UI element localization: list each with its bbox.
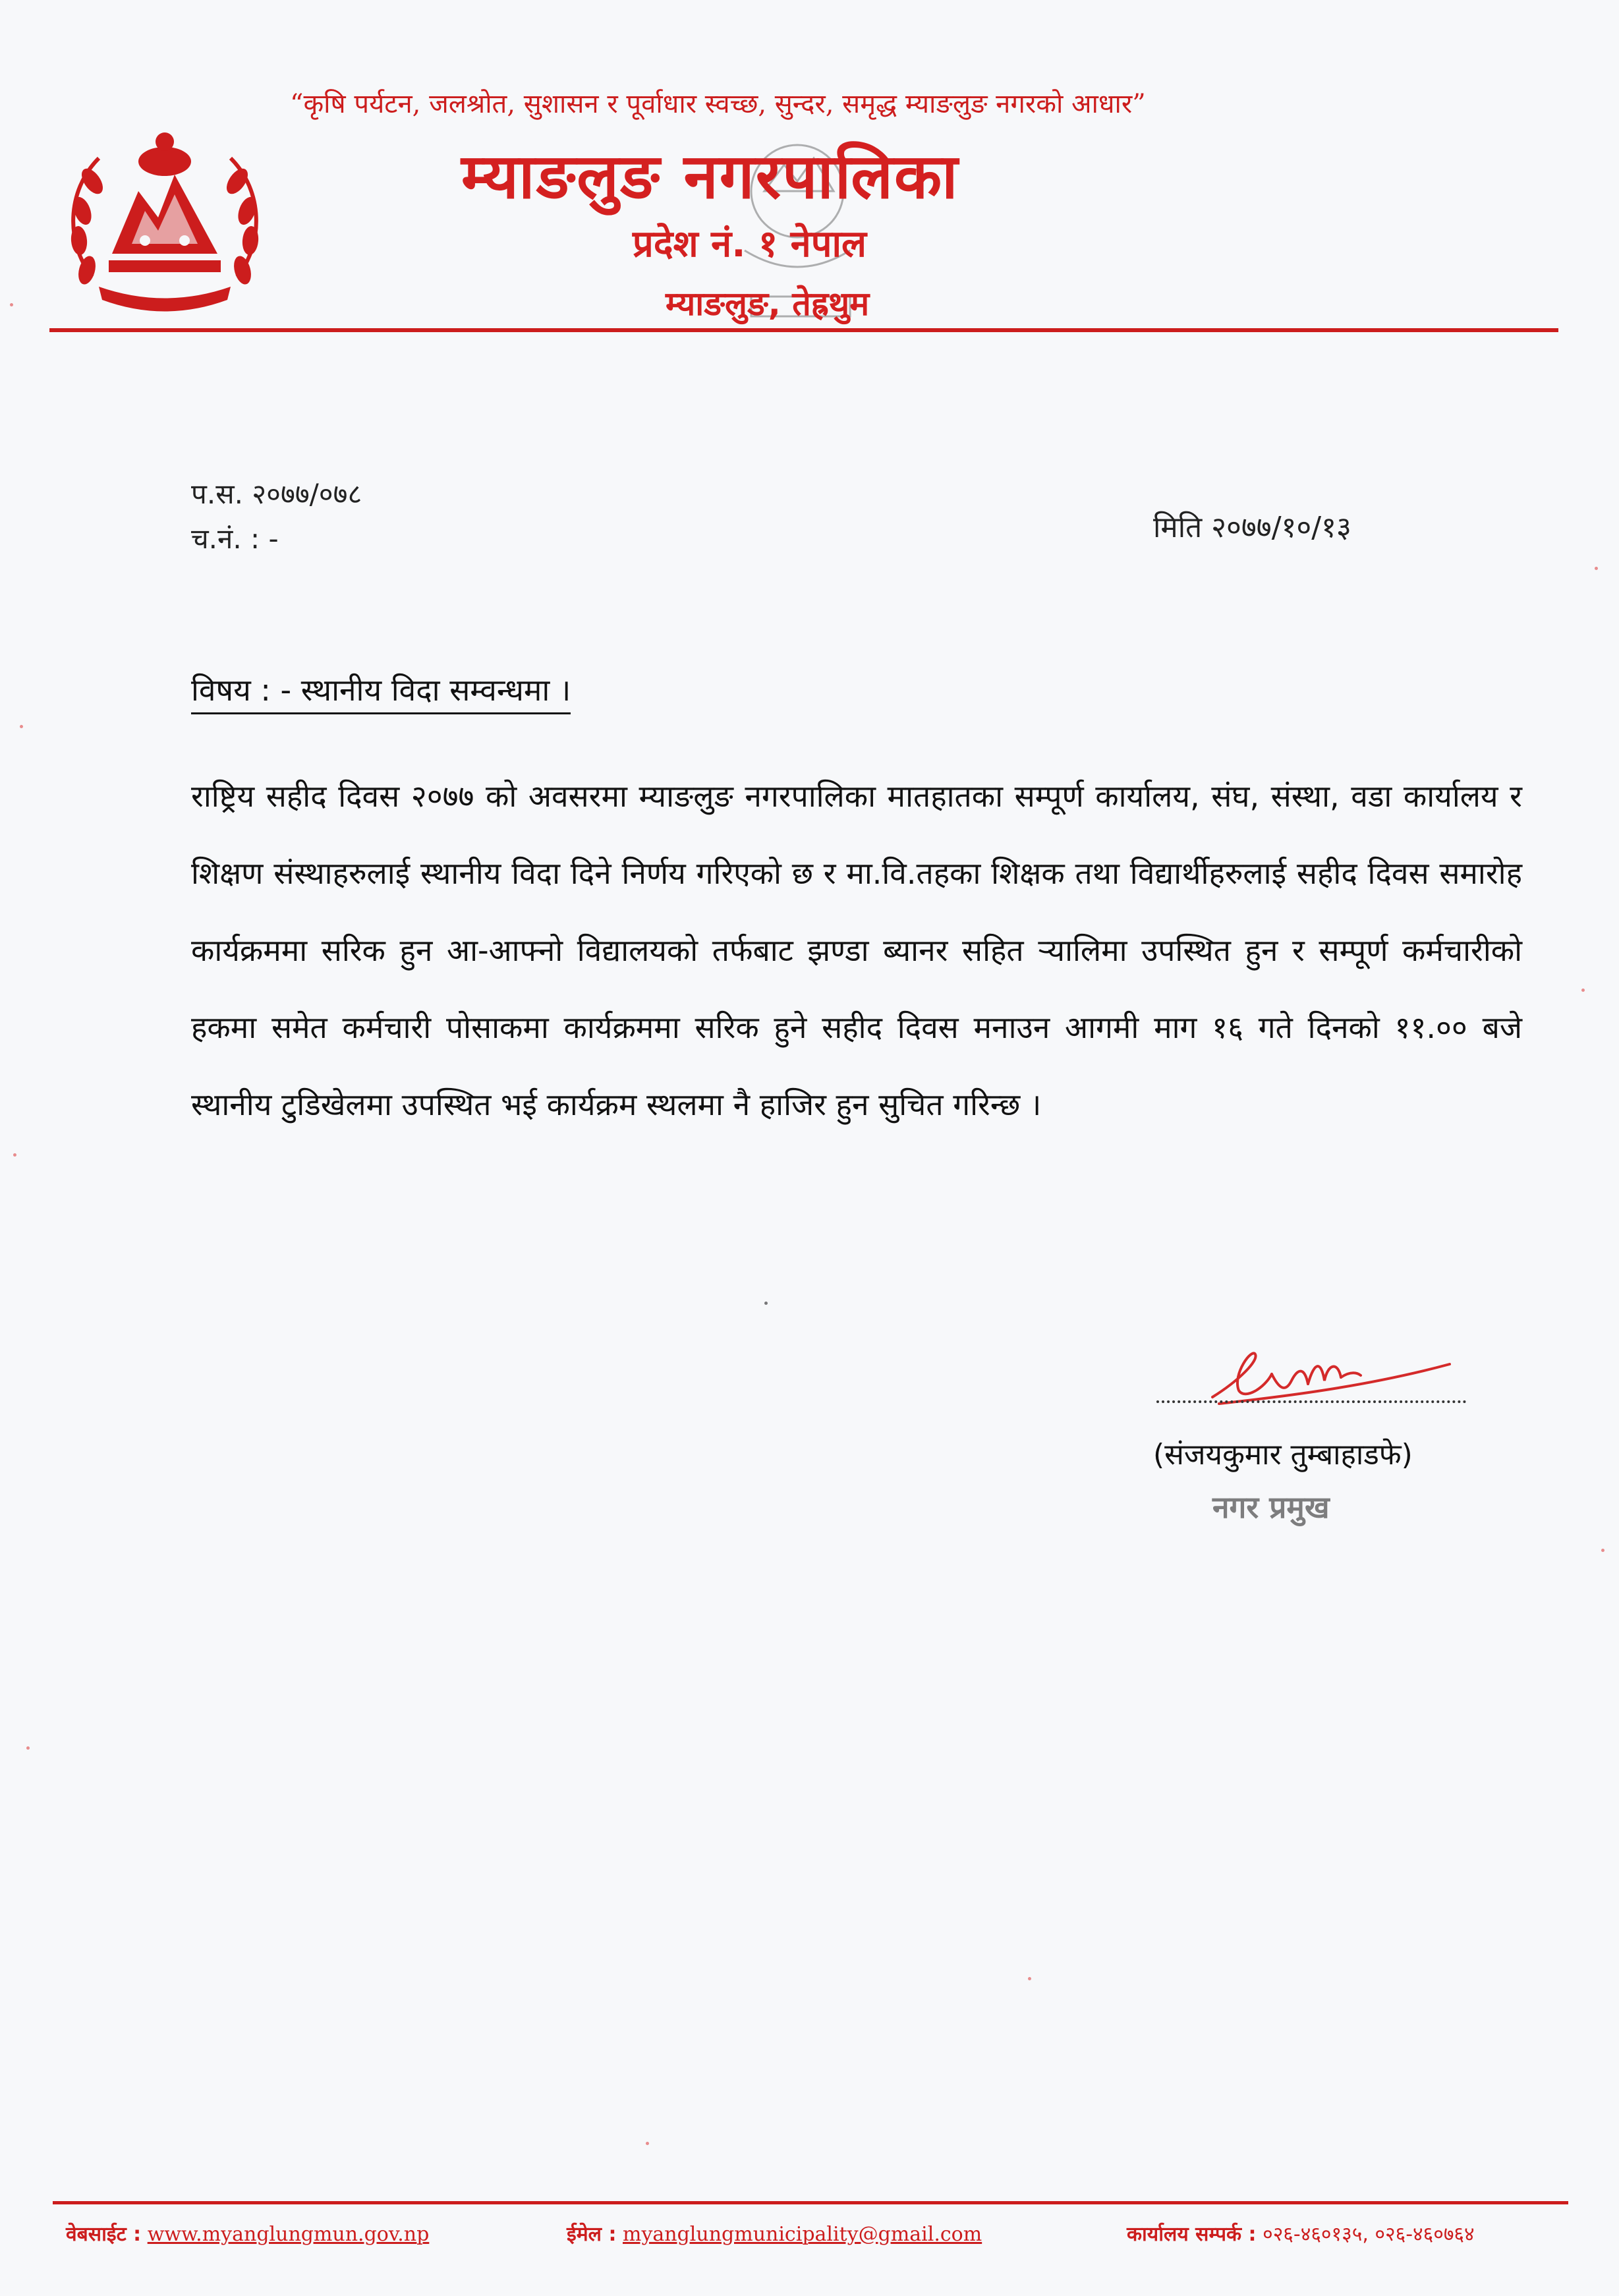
email-label: ईमेल : <box>567 2223 617 2246</box>
letter-date: मिति २०७७/१०/१३ <box>1153 511 1351 544</box>
signature-line <box>1156 1400 1466 1403</box>
website-label: वेबसाईट : <box>66 2223 142 2246</box>
letter-body: राष्ट्रिय सहीद दिवस २०७७ को अवसरमा म्याङलुङ नगरपालिका मातहातका सम्पूर्ण कार्यालय, संघ, संस्था, वडा कार्यालय र शिक्षण संस्थाहरुलाई स्थानीय विदा दिने निर्णय गरिएको छ र मा.वि.तहका शिक्षक तथा विद्यार्थीहरुलाई सहीद दिवस समारोह कार्यक्रममा सरिक हुन आ-आफ्नो विद्यालयको तर्फबाट झण्डा ब्यानर सहित र्‍यालिमा उपस्थित हुन र सम्पूर्ण कर्मचारीको हकमा समेत कर्मचारी पोसाकमा कार्यक्रममा सरिक हुने सहीद दिवस मनाउन आगमी माग १६ गते दिनको ११.०० बजे स्थानीय टुडिखेलमा उपस्थित भई कार्यक्रम स्थलमा नै हाजिर हुन सुचित गरिन्छ । <box>191 778 1522 1122</box>
website-link[interactable]: www.myanglungmun.gov.np <box>147 2223 430 2246</box>
district-line: म्याङलुङ, तेह्रथुम <box>666 285 870 323</box>
patra-sankhya: प.स. २०७७/०७८ <box>191 478 362 510</box>
signer-title: नगर प्रमुख <box>1212 1489 1330 1525</box>
phone-numbers: ०२६-४६०१३५, ०२६-४६०७६४ <box>1263 2223 1475 2246</box>
header-divider <box>49 328 1558 332</box>
province-line: प्रदेश नं. १ नेपाल <box>633 223 867 266</box>
office-name: म्याङलुङ नगरपालिका <box>461 141 959 213</box>
signer-name: (संजयकुमार तुम्बाहाडफे) <box>1153 1438 1413 1472</box>
chalani-number: च.नं. : - <box>191 523 279 555</box>
nepal-government-emblem-icon <box>53 112 277 336</box>
email-link[interactable]: myanglungmunicipality@gmail.com <box>623 2223 982 2246</box>
footer-email <box>567 2220 982 2247</box>
footer-website <box>66 2220 429 2247</box>
phone-label: कार्यालय सम्पर्क : <box>1127 2223 1257 2246</box>
footer-phone <box>1127 2220 1475 2247</box>
footer-divider <box>53 2201 1568 2204</box>
letter-subject: विषय : - स्थानीय विदा सम्वन्धमा । <box>191 669 571 714</box>
municipality-tagline: “कृषि पर्यटन, जलश्रोत, सुशासन र पूर्वाधार स्वच्छ, सुन्दर, समृद्ध म्याङलुङ नगरको आधार” <box>290 89 1146 119</box>
